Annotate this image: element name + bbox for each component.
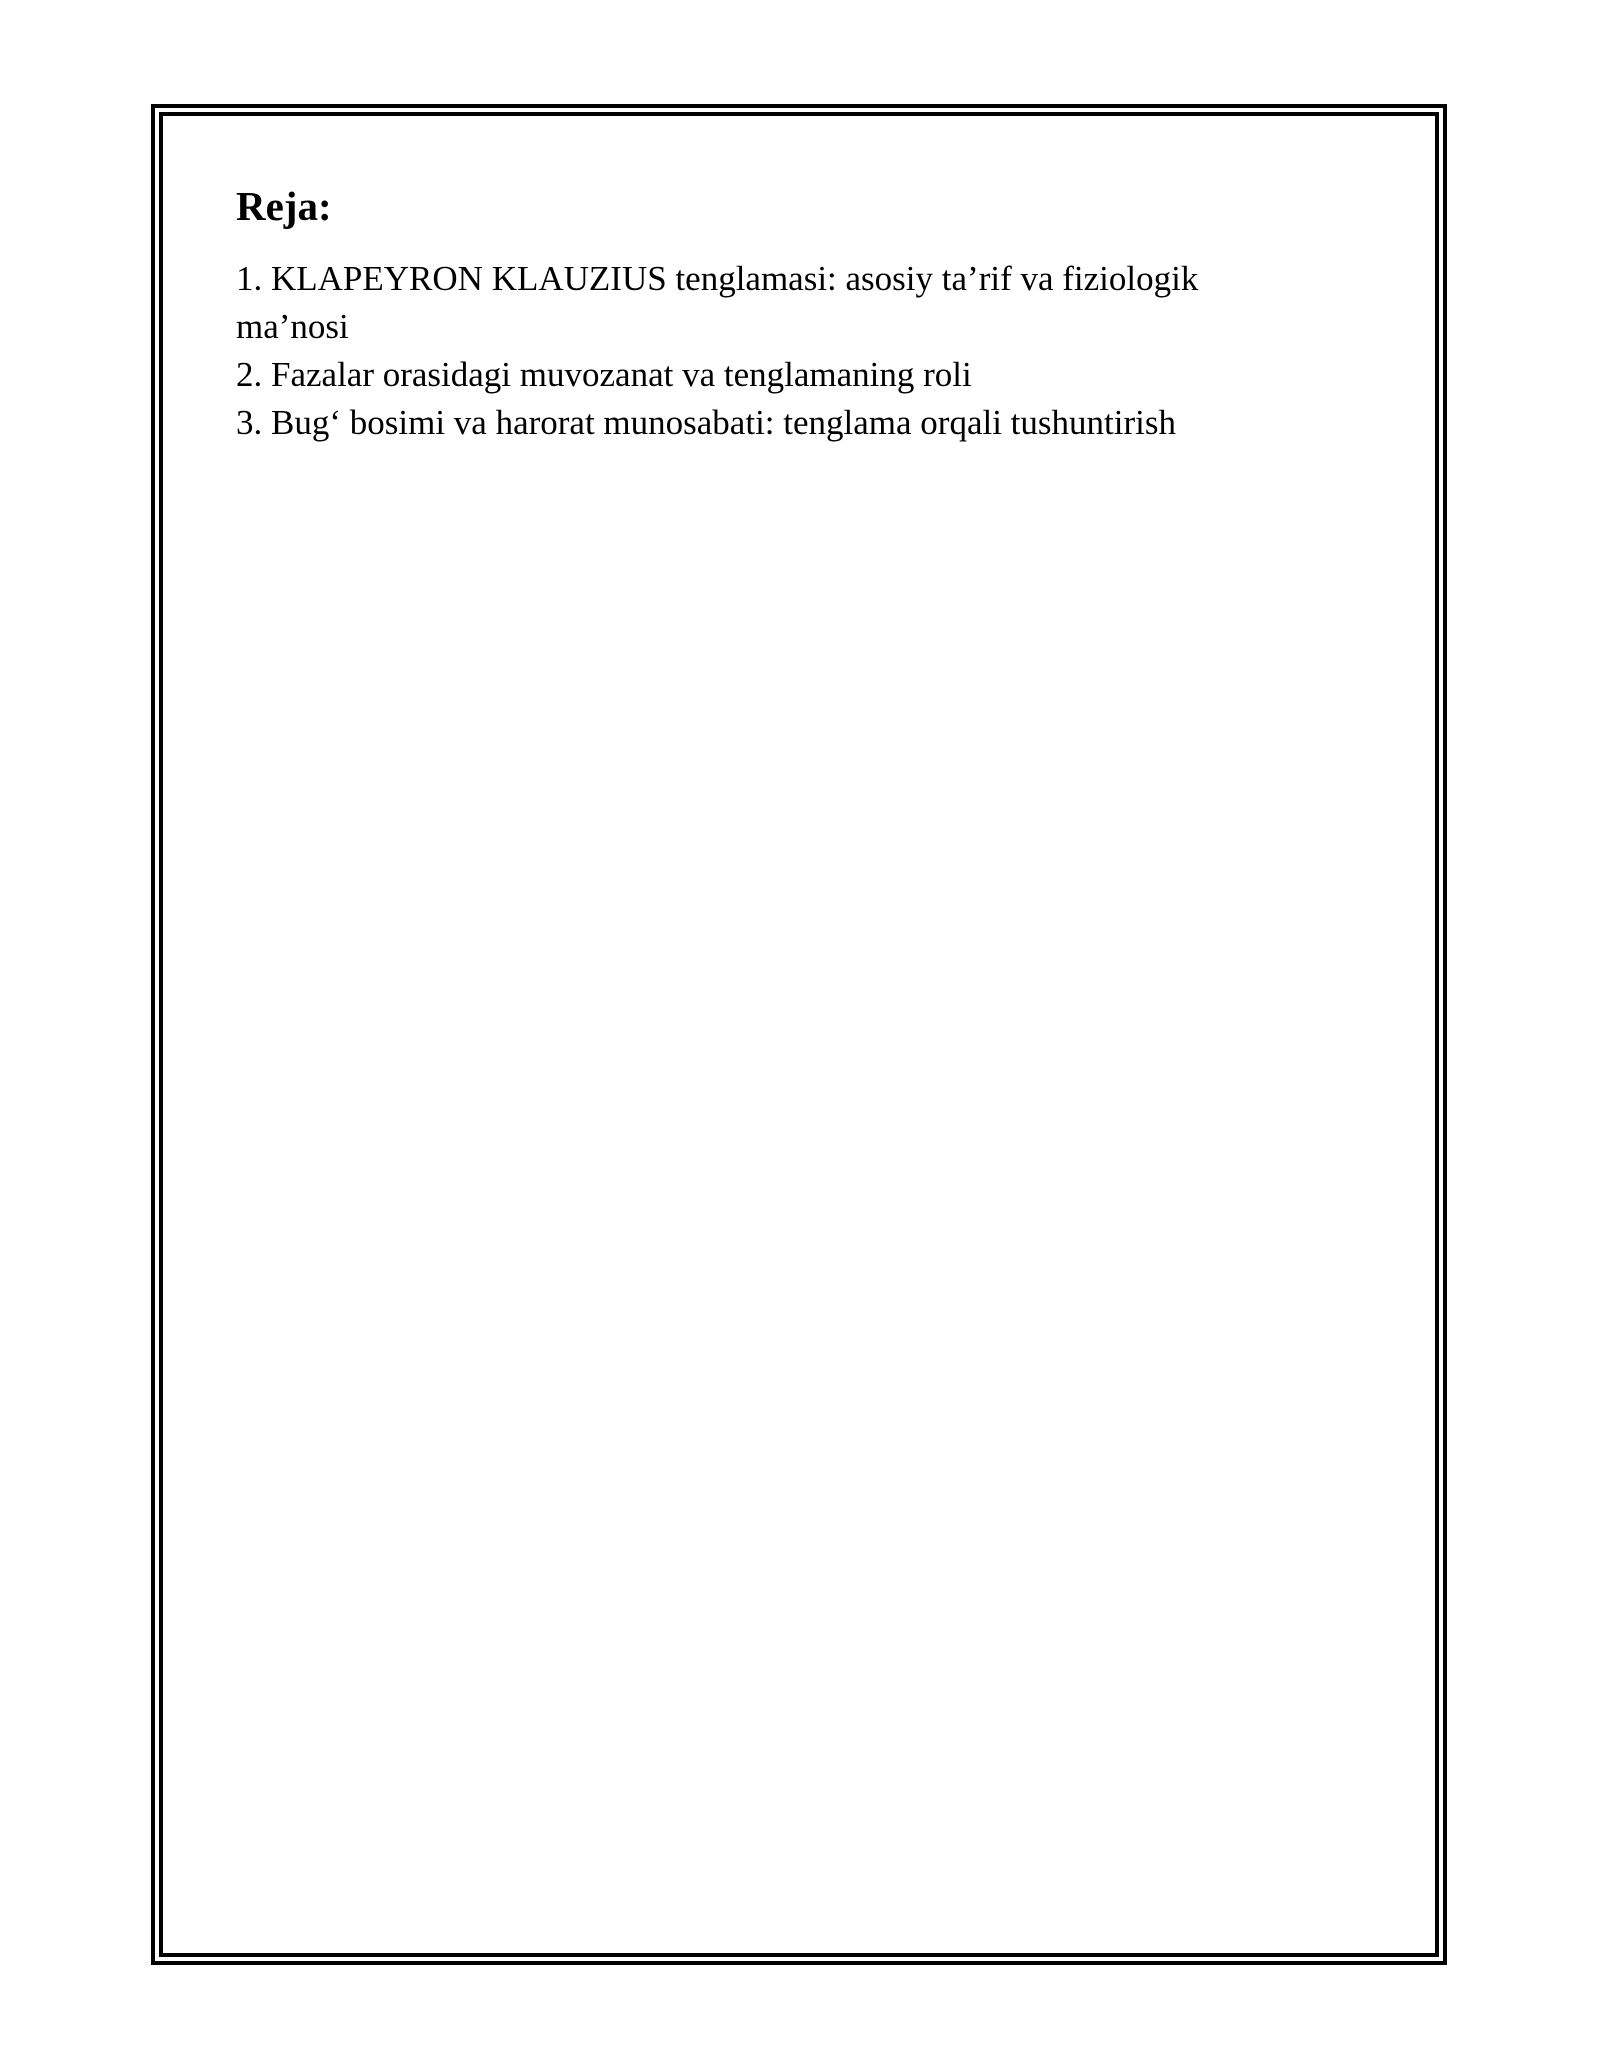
plan-item-1: 1. KLAPEYRON KLAUZIUS tenglamasi: asosiy ta’rif va fiziologik ma’nosi — [236, 259, 1199, 347]
plan-heading: Reja: — [236, 183, 332, 229]
plan-item-3: 3. Bug‘ bosimi va harorat munosabati: tenglama orqali tushuntirish — [236, 403, 1176, 443]
plan-item-2: 2. Fazalar orasidagi muvozanat va tenglamaning roli — [236, 355, 972, 395]
plan-list — [236, 255, 1296, 447]
page-content — [236, 182, 1296, 447]
